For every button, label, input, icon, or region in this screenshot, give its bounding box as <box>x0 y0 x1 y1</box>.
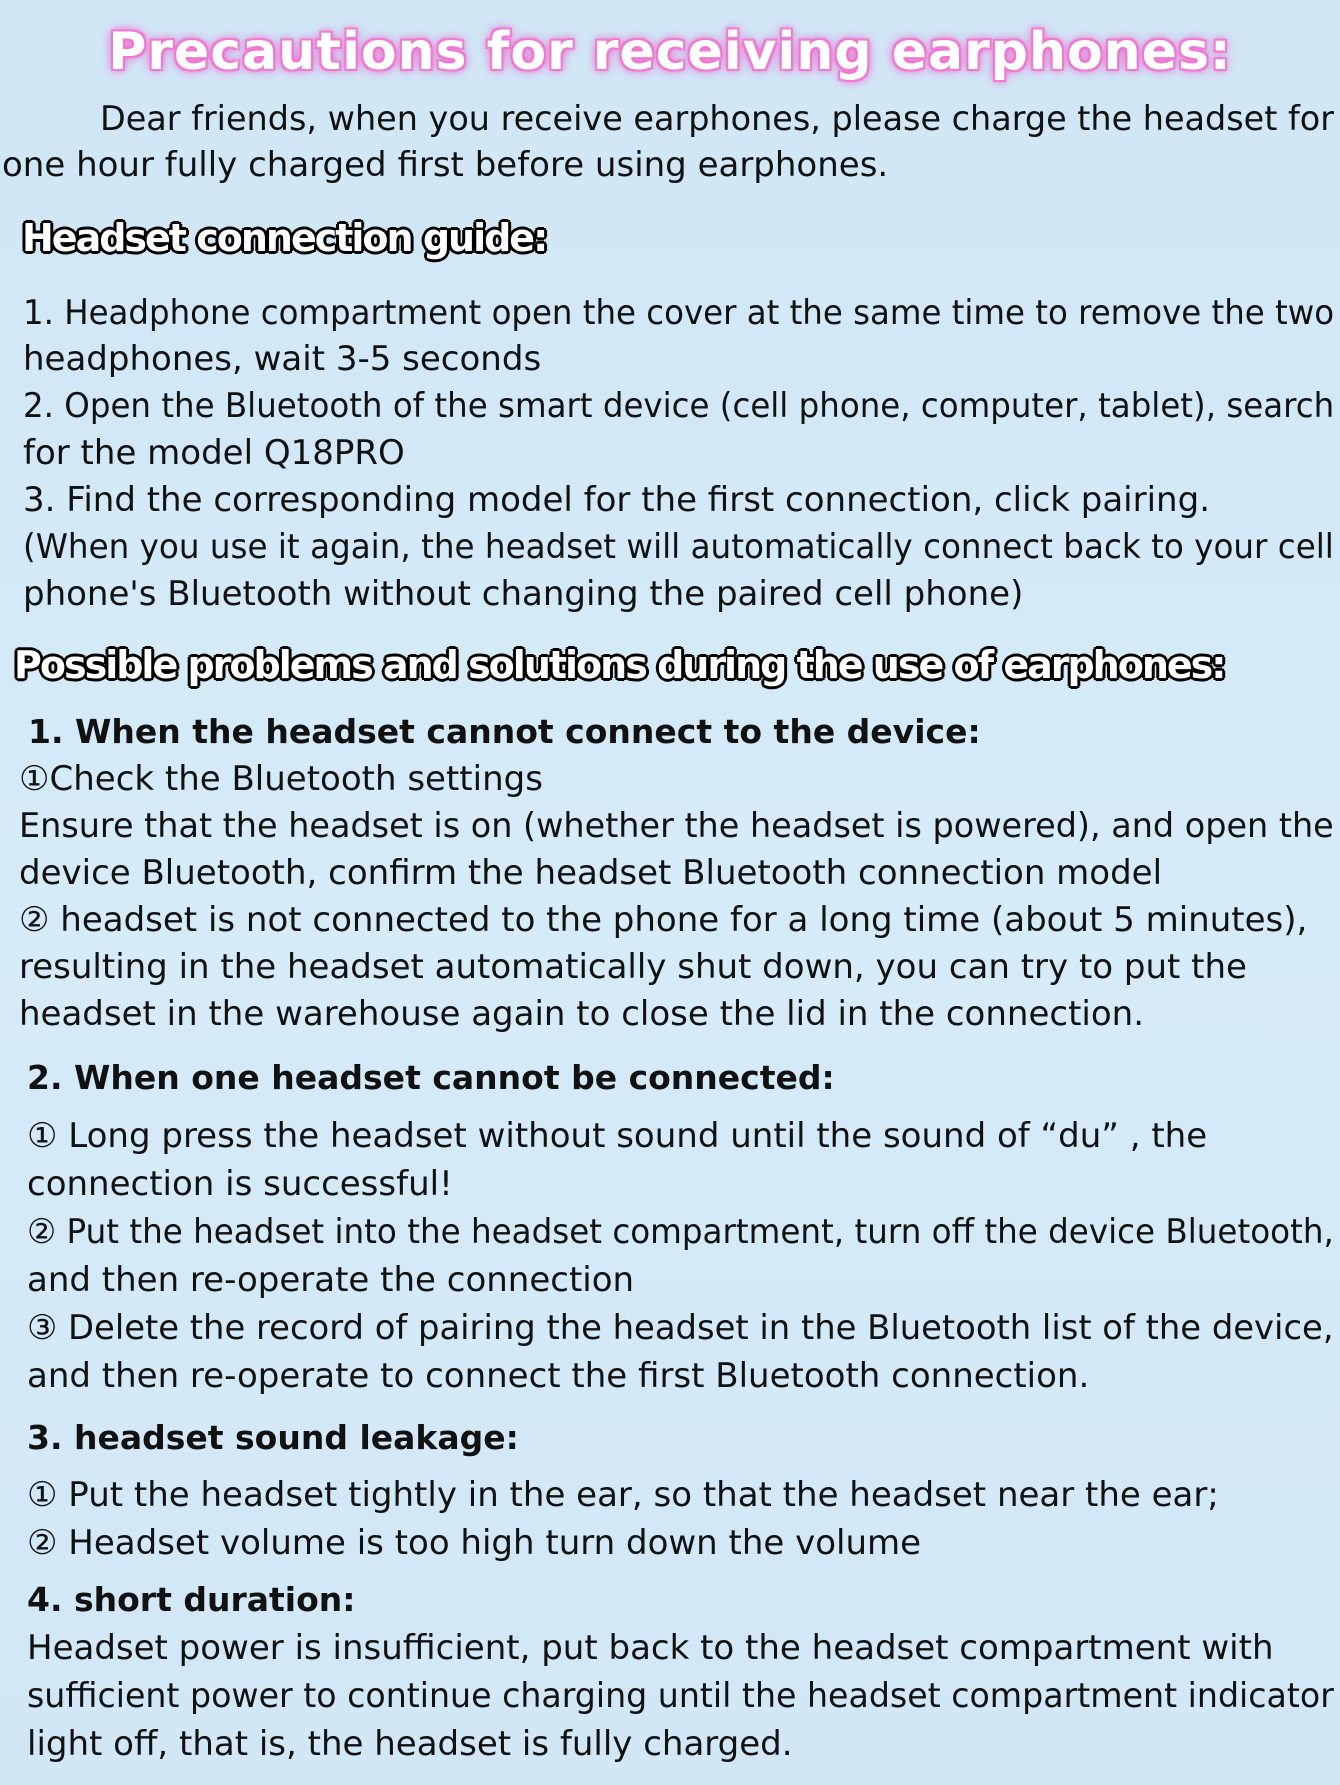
problem-1-line: headset in the warehouse again to close the lid in the connection. <box>19 994 1145 1034</box>
problem-4-line: light off, that is, the headset is fully charged. <box>27 1724 793 1764</box>
problem-3-line: ② Headset volume is too high turn down the volume <box>27 1523 922 1563</box>
connection-guide-heading: Headset connection guide: <box>22 216 547 260</box>
problem-1-line: device Bluetooth, confirm the headset Bluetooth connection model <box>19 853 1163 893</box>
problem-2-line: connection is successful! <box>27 1164 453 1204</box>
problem-1-line: ② headset is not connected to the phone for a long time (about 5 minutes), <box>19 900 1308 940</box>
problem-2-title: 2. When one headset cannot be connected: <box>27 1058 835 1097</box>
guide-line: (When you use it again, the headset will automatically connect back to your cell <box>23 527 1334 567</box>
problem-1-line: ①Check the Bluetooth settings <box>19 759 543 799</box>
problem-3-title: 3. headset sound leakage: <box>27 1418 519 1457</box>
problem-2-line: ② Put the headset into the headset compartment, turn off the device Bluetooth, <box>27 1212 1334 1252</box>
problem-2-line: and then re-operate to connect the first Bluetooth connection. <box>27 1356 1090 1396</box>
problem-4-title: 4. short duration: <box>27 1580 356 1619</box>
problem-4-line: sufficient power to continue charging until the headset compartment indicator <box>27 1676 1334 1716</box>
guide-line: 3. Find the corresponding model for the first connection, click pairing. <box>23 480 1210 520</box>
guide-line: phone's Bluetooth without changing the paired cell phone) <box>23 574 1024 614</box>
guide-line: for the model Q18PRO <box>23 433 405 473</box>
problem-2-line: ① Long press the headset without sound until the sound of “du” , the <box>27 1116 1208 1156</box>
page-title: Precautions for receiving earphones: <box>108 22 1232 82</box>
problem-4-line: Headset power is insufficient, put back to the headset compartment with <box>27 1628 1274 1668</box>
problems-heading: Possible problems and solutions during the use of earphones: <box>14 643 1225 687</box>
problem-2-line: ③ Delete the record of pairing the headset in the Bluetooth list of the device, <box>27 1308 1334 1348</box>
problem-2-line: and then re-operate the connection <box>27 1260 635 1300</box>
guide-line: 2. Open the Bluetooth of the smart device (cell phone, computer, tablet), search <box>23 386 1335 426</box>
problem-1-title: 1. When the headset cannot connect to the device: <box>28 712 981 751</box>
intro-line-2: one hour fully charged first before using earphones. <box>2 145 889 185</box>
guide-line: headphones, wait 3-5 seconds <box>23 339 542 379</box>
problem-1-line: Ensure that the headset is on (whether the headset is powered), and open the <box>19 806 1334 846</box>
guide-line: 1. Headphone compartment open the cover at the same time to remove the two <box>23 293 1335 333</box>
problem-1-line: resulting in the headset automatically shut down, you can try to put the <box>19 947 1247 987</box>
intro-line-1: Dear friends, when you receive earphones, please charge the headset for <box>100 99 1334 139</box>
problem-3-line: ① Put the headset tightly in the ear, so that the headset near the ear; <box>27 1475 1219 1515</box>
